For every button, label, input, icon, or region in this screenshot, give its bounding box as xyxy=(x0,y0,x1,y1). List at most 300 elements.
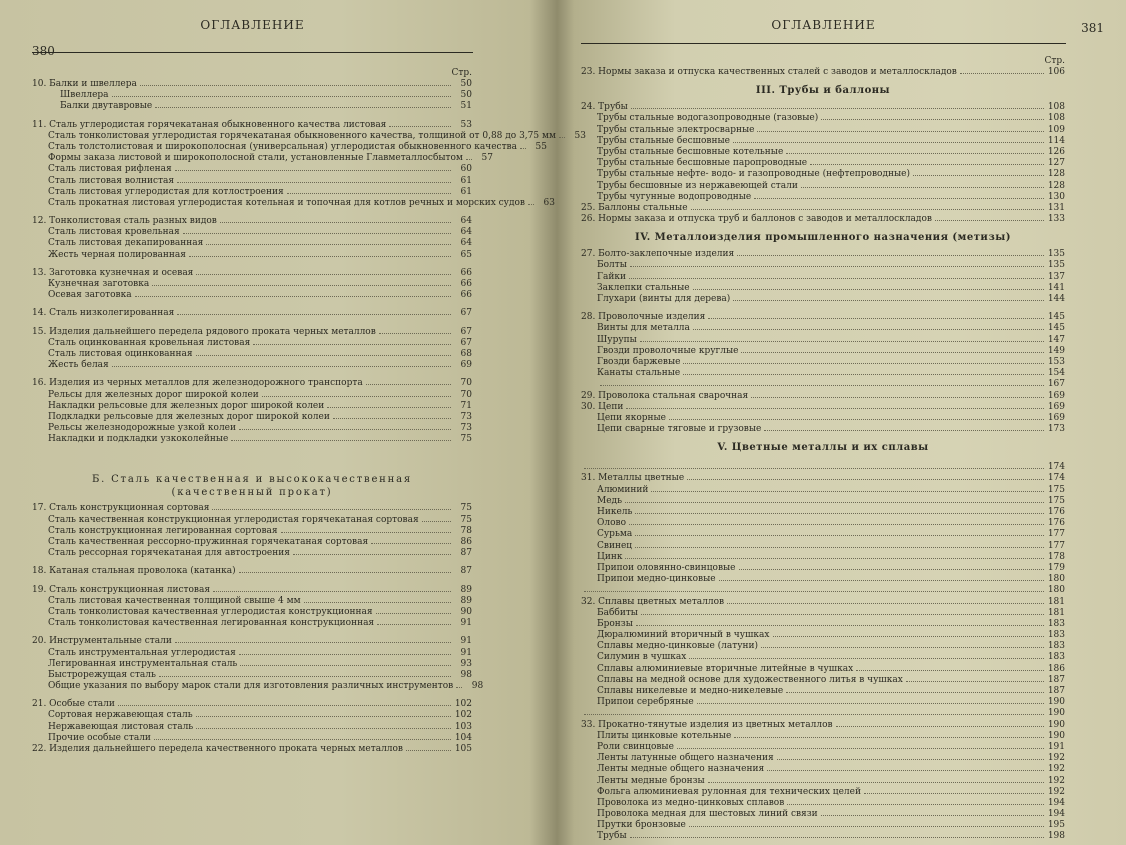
toc-entry xyxy=(581,323,1065,334)
entry-title: Осевая заготовка xyxy=(48,290,132,301)
dot-leader xyxy=(389,126,451,127)
dot-leader xyxy=(734,737,1044,738)
entry-title: Медь xyxy=(597,495,622,506)
dot-leader xyxy=(239,572,451,573)
toc-entry xyxy=(581,181,1065,192)
page-column-label: Стр. xyxy=(1044,56,1065,66)
dot-leader xyxy=(196,274,451,275)
entry-page: 144 xyxy=(1047,294,1065,304)
header-rule xyxy=(581,43,1066,44)
dot-leader xyxy=(935,220,1044,221)
entry-page: 51 xyxy=(460,101,472,112)
toc-entry xyxy=(32,187,472,198)
entry-page: 128 xyxy=(1047,169,1065,180)
entry-page: 176 xyxy=(1047,518,1065,529)
toc-part-b xyxy=(32,503,484,755)
entry-page: 126 xyxy=(1047,146,1065,157)
toc-entry xyxy=(32,744,472,755)
toc-entry xyxy=(32,526,472,537)
entry-page: 192 xyxy=(1047,753,1065,764)
entry-page: 53 xyxy=(460,119,472,130)
toc-entry xyxy=(32,176,472,187)
toc-entry xyxy=(32,338,472,349)
toc-entry xyxy=(32,101,472,112)
entry-title: Легированная инструментальная сталь xyxy=(48,658,238,669)
toc-entry xyxy=(32,596,472,607)
toc-entry xyxy=(581,552,1065,563)
entry-title: 20. Инструментальные стали xyxy=(32,636,172,647)
entry-title: Алюминий xyxy=(597,484,649,495)
toc-entry xyxy=(32,90,472,101)
entry-title: Фольга алюминиевая рулонная для технических целей xyxy=(597,786,861,797)
entry-title: Сталь листовая углеродистая для котлостроения xyxy=(48,186,284,197)
toc-entry xyxy=(32,636,472,647)
entry-page: 127 xyxy=(1047,158,1065,169)
dot-leader xyxy=(739,569,1044,570)
entry-title: Трубы стальные электросварные xyxy=(597,124,755,135)
entry-title: Ленты медные бронзы xyxy=(597,775,705,786)
entry-title: Быстрорежущая сталь xyxy=(48,669,156,680)
entry-page: 61 xyxy=(460,175,472,186)
entry-page: 178 xyxy=(1047,551,1065,562)
toc-entry xyxy=(581,169,1065,180)
entry-title: 22. Изделия дальнейшего передела качественного проката черных металлов xyxy=(32,744,404,754)
toc-entry xyxy=(32,327,472,338)
entry-title: 16. Изделия из черных металлов для железнодорожного транспорта xyxy=(32,378,363,389)
toc-entry xyxy=(32,699,472,710)
entry-title: Припои оловянно-свинцовые xyxy=(597,562,736,573)
dot-leader xyxy=(777,759,1044,760)
entry-page: 169 xyxy=(1047,401,1065,412)
dot-leader xyxy=(801,187,1044,188)
entry-title: Трубы xyxy=(597,831,627,842)
toc-entry xyxy=(32,79,472,90)
entry-title: 12. Тонколистовая сталь разных видов xyxy=(32,216,217,227)
dot-leader xyxy=(773,636,1045,637)
section-heading: IV. Металлоизделия промышленного назначения (метизы) xyxy=(635,232,1011,244)
toc-entry xyxy=(581,260,1065,271)
entry-page: 98 xyxy=(471,681,484,692)
toc-entry xyxy=(581,798,1065,809)
page-number: 380 xyxy=(32,44,55,58)
entry-title: Сталь тонколистовая качественная углеродистая конструкционная xyxy=(48,606,373,617)
toc-entry xyxy=(581,346,1065,357)
toc-entry xyxy=(32,412,472,423)
dot-leader xyxy=(118,705,451,706)
entry-title: Сплавы алюминиевые вторичные литейные в чушках xyxy=(597,663,854,674)
entry-page: 145 xyxy=(1047,312,1065,323)
entry-page: 64 xyxy=(460,238,472,249)
dot-leader xyxy=(669,419,1044,420)
entry-title: Сталь листовая волнистая xyxy=(48,175,175,186)
dot-leader xyxy=(196,728,451,729)
toc-entry xyxy=(581,541,1065,552)
entry-title: Ленты латунные общего назначения xyxy=(597,753,774,764)
entry-page: 69 xyxy=(460,360,472,371)
dot-leader xyxy=(733,300,1044,301)
toc-entry xyxy=(581,473,1065,484)
entry-title: Сталь листовая оцинкованная xyxy=(48,348,193,359)
entry-title: 27. Болто-заклепочные изделия xyxy=(581,249,735,260)
entry-page: 50 xyxy=(460,90,472,101)
entry-title: Жесть черная полированная xyxy=(48,249,186,260)
entry-page: 103 xyxy=(454,721,472,732)
toc-entry xyxy=(32,681,484,692)
toc-entry xyxy=(32,238,472,249)
toc-entry xyxy=(581,368,1065,379)
toc-entry xyxy=(32,710,472,721)
entry-page: 149 xyxy=(1047,345,1065,356)
toc-entry xyxy=(581,249,1065,260)
entry-page: 64 xyxy=(460,227,472,238)
section-entries xyxy=(581,249,1065,435)
entry-page: 50 xyxy=(460,79,472,89)
entry-page: 180 xyxy=(1047,585,1065,596)
dot-leader xyxy=(293,554,451,555)
dot-leader xyxy=(213,591,451,592)
dot-leader xyxy=(754,198,1044,199)
entry-title: Сурьма xyxy=(597,529,633,540)
entry-title: Бронзы xyxy=(597,618,633,629)
toc-entry xyxy=(581,214,1065,225)
toc-entry xyxy=(581,787,1065,798)
dot-leader xyxy=(693,329,1044,330)
entry-page: 183 xyxy=(1047,641,1065,652)
dot-leader xyxy=(112,96,451,97)
entry-page: 181 xyxy=(1047,607,1065,618)
dot-leader xyxy=(631,108,1044,109)
entry-title: 26. Нормы заказа и отпуска труб и баллонов с заводов и металлоскладов xyxy=(581,214,932,225)
entry-title: Сталь рессорная горячекатаная для автостроения xyxy=(48,548,290,559)
entry-title: Жесть белая xyxy=(48,360,109,371)
dot-leader xyxy=(635,513,1044,514)
toc-entry xyxy=(32,585,472,596)
dot-leader xyxy=(600,385,1044,386)
entry-title: Сталь листовая качественная толщиной свыше 4 мм xyxy=(48,595,301,606)
toc-entry xyxy=(581,136,1065,147)
dot-leader xyxy=(159,676,451,677)
entry-page: 176 xyxy=(1047,507,1065,517)
dot-leader xyxy=(764,430,1044,431)
entry-title: 23. Нормы заказа и отпуска качественных сталей с заводов и металлоскладов xyxy=(581,67,957,77)
dot-leader xyxy=(741,352,1044,353)
dot-leader xyxy=(376,613,451,614)
toc-entry xyxy=(32,515,472,526)
toc-entry xyxy=(32,607,472,618)
toc-entry xyxy=(581,113,1065,124)
entry-page: 89 xyxy=(460,584,472,595)
entry-page: 153 xyxy=(1047,356,1065,367)
toc-entry xyxy=(581,507,1065,518)
dot-leader xyxy=(864,793,1044,794)
entry-title: Баббиты xyxy=(597,607,638,618)
entry-title: Сталь тонколистовая углеродистая горячекатаная обыкновенного качества, толщиной от 0,88 до 3,75 мм xyxy=(48,130,556,141)
entry-page: 181 xyxy=(1047,596,1065,607)
toc-entry xyxy=(32,648,472,659)
entry-page: 67 xyxy=(460,326,472,337)
entry-title: Прутки бронзовые xyxy=(597,820,686,831)
dot-leader xyxy=(371,543,451,544)
dot-leader xyxy=(528,204,534,205)
entry-title: Балки двутавровые xyxy=(60,101,153,112)
toc-entry xyxy=(32,141,547,153)
entry-page: 78 xyxy=(460,525,472,536)
entry-page: 177 xyxy=(1047,540,1065,551)
toc-entry xyxy=(581,424,1065,435)
dot-leader xyxy=(231,440,451,441)
entry-title: Сталь листовая декапированная xyxy=(48,238,204,249)
page-header xyxy=(32,18,473,58)
toc-entry xyxy=(581,529,1065,540)
entry-title: Олово xyxy=(597,518,626,529)
entry-title: Шурупы xyxy=(597,334,637,345)
toc-entry xyxy=(581,518,1065,529)
entry-page: 194 xyxy=(1047,797,1065,808)
dot-leader xyxy=(757,131,1044,132)
dot-leader xyxy=(751,397,1044,398)
toc-sections xyxy=(581,84,1065,842)
entry-page: 63 xyxy=(543,197,555,208)
entry-title: 17. Сталь конструкционная сортовая xyxy=(32,503,210,514)
entry-page: 154 xyxy=(1047,368,1065,379)
entry-title: 13. Заготовка кузнечная и осевая xyxy=(32,267,194,278)
dot-leader xyxy=(135,296,451,297)
entry-page: 175 xyxy=(1047,495,1065,506)
entry-title: 28. Проволочные изделия xyxy=(581,312,706,323)
entry-title: Трубы чугунные водопроводные xyxy=(597,191,752,202)
entry-page: 66 xyxy=(460,267,472,278)
entry-title: Трубы бесшовные из нержавеющей стали xyxy=(597,180,798,191)
entry-title: 15. Изделия дальнейшего передела рядового проката черных металлов xyxy=(32,326,376,337)
toc-entry xyxy=(32,153,493,164)
entry-title: Сталь инструментальная углеродистая xyxy=(48,647,236,658)
entry-page: 68 xyxy=(460,348,472,359)
toc-entry xyxy=(581,597,1065,608)
entry-page: 93 xyxy=(460,658,472,669)
toc-entry xyxy=(581,574,1065,585)
dot-leader xyxy=(640,341,1044,342)
dot-leader xyxy=(635,547,1044,548)
dot-leader xyxy=(584,714,1044,715)
toc-entry xyxy=(581,619,1065,630)
entry-title: Припои серебряные xyxy=(597,697,694,708)
toc-entry xyxy=(32,722,472,733)
entry-title: Прочие особые стали xyxy=(48,732,151,743)
entry-title: Проволока медная для шестовых линий связи xyxy=(597,809,818,820)
entry-page: 190 xyxy=(1047,719,1065,730)
toc-entry xyxy=(581,731,1065,742)
entry-title: Сплавы никелевые и медно-никелевые xyxy=(597,686,784,696)
entry-title: Накладки и подкладки узкоколейные xyxy=(48,434,229,445)
toc-part-a xyxy=(32,79,586,445)
entry-page: 133 xyxy=(1047,214,1065,225)
entry-title: 19. Сталь конструкционная листовая xyxy=(32,584,210,595)
running-title: ОГЛАВЛЕНИЕ xyxy=(200,18,305,32)
right-page xyxy=(553,0,1126,845)
toc-entry xyxy=(581,203,1065,214)
dot-leader xyxy=(155,107,451,108)
entry-title: Гвозди проволочные круглые xyxy=(597,345,739,356)
entry-page: 66 xyxy=(460,290,472,301)
dot-leader xyxy=(636,625,1044,626)
toc-entry xyxy=(581,357,1065,368)
entry-page: 183 xyxy=(1047,652,1065,663)
entry-title: Сталь качественная конструкционная углеродистая горячекатаная сортовая xyxy=(48,514,419,525)
entry-page: 89 xyxy=(460,595,472,606)
entry-title: Трубы стальные бесшовные котельные xyxy=(597,146,784,157)
toc-entry xyxy=(581,294,1065,305)
toc-entry xyxy=(581,776,1065,787)
entry-title: 18. Катаная стальная проволока (катанка) xyxy=(32,566,236,577)
entry-page: 108 xyxy=(1047,113,1065,124)
entry-title: Припои медно-цинковые xyxy=(597,574,716,585)
entry-title: Сталь конструкционная легированная сортовая xyxy=(48,525,278,536)
toc-entry xyxy=(581,67,1065,78)
toc-entry xyxy=(32,434,472,445)
entry-page: 60 xyxy=(460,164,472,175)
entry-title: Проволока из медно-цинковых сплавов xyxy=(597,797,785,808)
dot-leader xyxy=(708,318,1044,319)
dot-leader xyxy=(366,384,451,385)
entry-page: 175 xyxy=(1047,484,1065,495)
dot-leader xyxy=(683,374,1044,375)
entry-title: Сталь оцинкованная кровельная листовая xyxy=(48,337,251,348)
entry-page: 75 xyxy=(460,503,472,514)
entry-title: Сплавы на медной основе для художественного литья в чушках xyxy=(597,674,903,685)
toc-entry xyxy=(581,641,1065,652)
toc-entry xyxy=(581,413,1065,424)
dot-leader xyxy=(733,142,1044,143)
dot-leader xyxy=(856,670,1044,671)
entry-page: 194 xyxy=(1047,809,1065,820)
toc-entry xyxy=(581,809,1065,820)
toc-entry xyxy=(32,216,472,227)
toc-entry xyxy=(32,537,472,548)
toc-entry xyxy=(32,279,472,290)
toc-entry xyxy=(581,708,1065,719)
entry-title: Швеллера xyxy=(60,90,109,101)
dot-leader xyxy=(687,479,1044,480)
table-of-contents xyxy=(581,56,1065,843)
toc-entry xyxy=(32,290,472,301)
entry-page: 130 xyxy=(1047,191,1065,202)
entry-page: 87 xyxy=(460,566,472,577)
dot-leader xyxy=(651,491,1044,492)
entry-title: Подкладки рельсовые для железных дорог широкой колеи xyxy=(48,411,330,422)
dot-leader xyxy=(189,256,451,257)
entry-page: 198 xyxy=(1047,831,1065,842)
entry-page: 66 xyxy=(460,279,472,289)
toc-entry xyxy=(581,764,1065,775)
toc-entry xyxy=(581,630,1065,641)
toc-entry xyxy=(32,197,555,209)
entry-title: Заклепки стальные xyxy=(597,282,690,293)
entry-page: 91 xyxy=(460,636,472,647)
entry-title: Нержавеющая листовая сталь xyxy=(48,721,194,732)
toc-entry xyxy=(581,462,1065,473)
entry-title: Сталь прокатная листовая углеродистая котельная и топочная для котлов речных и морских судов xyxy=(48,197,525,208)
page-number: 381 xyxy=(1081,21,1104,35)
dot-leader xyxy=(281,532,451,533)
entry-page: 128 xyxy=(1047,180,1065,191)
dot-leader xyxy=(177,314,451,315)
section-heading-b: Б. Сталь качественная и высококачественная xyxy=(92,474,412,486)
table-of-contents xyxy=(32,68,586,755)
entry-page: 75 xyxy=(460,514,472,525)
entry-page: 73 xyxy=(460,411,472,422)
entry-page: 145 xyxy=(1047,323,1065,334)
dot-leader xyxy=(906,681,1044,682)
toc-entry xyxy=(581,158,1065,169)
toc-entry xyxy=(581,391,1065,402)
toc-entry xyxy=(581,335,1065,346)
dot-leader xyxy=(677,748,1044,749)
toc-entry xyxy=(32,733,472,744)
entry-page: 61 xyxy=(460,186,472,197)
toc-entry xyxy=(32,548,472,559)
dot-leader xyxy=(630,266,1044,267)
entry-title: Никель xyxy=(597,507,633,517)
dot-leader xyxy=(787,804,1044,805)
section-heading: III. Трубы и баллоны xyxy=(755,85,891,97)
entry-page: 191 xyxy=(1047,741,1065,752)
entry-title: 11. Сталь углеродистая горячекатаная обыкновенного качества листовая xyxy=(32,119,387,130)
entry-page: 183 xyxy=(1047,630,1065,641)
dot-leader xyxy=(584,591,1044,592)
entry-page: 114 xyxy=(1047,135,1065,146)
entry-page: 177 xyxy=(1047,529,1065,540)
entry-page: 174 xyxy=(1047,462,1065,473)
toc-entry xyxy=(32,503,472,514)
entry-title: Плиты цинковые котельные xyxy=(597,730,732,741)
entry-page: 90 xyxy=(460,606,472,617)
entry-title: Гайки xyxy=(597,271,626,282)
dot-leader xyxy=(629,278,1044,279)
dot-leader xyxy=(625,558,1044,559)
entry-page: 187 xyxy=(1047,674,1065,685)
toc-entry xyxy=(581,192,1065,203)
dot-leader xyxy=(196,355,451,356)
toc-entry xyxy=(32,378,472,389)
entry-page: 87 xyxy=(460,548,472,559)
dot-leader xyxy=(960,73,1044,74)
entry-page: 105 xyxy=(454,744,472,754)
toc-entry xyxy=(581,496,1065,507)
toc-entry xyxy=(581,675,1065,686)
entry-page: 169 xyxy=(1047,412,1065,423)
toc-entry xyxy=(581,664,1065,675)
entry-title: Роли свинцовые xyxy=(597,741,674,752)
dot-leader xyxy=(786,153,1044,154)
entry-title: Сортовая нержавеющая сталь xyxy=(48,710,193,721)
entry-title: 32. Сплавы цветных металлов xyxy=(581,596,725,607)
toc-entry xyxy=(581,697,1065,708)
toc-entry xyxy=(581,312,1065,323)
entry-title: Сталь толстолистовая и широкополосная (универсальная) углеродистая обыкновенного качества xyxy=(48,141,517,152)
entry-page: 192 xyxy=(1047,764,1065,775)
toc-entry xyxy=(581,585,1065,596)
entry-title: Цепи сварные тяговые и грузовые xyxy=(597,424,762,435)
dot-leader xyxy=(584,468,1044,469)
dot-leader xyxy=(406,750,451,751)
toc-entry xyxy=(581,720,1065,731)
entry-page: 86 xyxy=(460,537,472,547)
entry-title: Глухари (винты для дерева) xyxy=(597,294,731,304)
dot-leader xyxy=(152,285,451,286)
entry-page: 190 xyxy=(1047,730,1065,741)
dot-leader xyxy=(689,658,1044,659)
dot-leader xyxy=(287,193,451,194)
